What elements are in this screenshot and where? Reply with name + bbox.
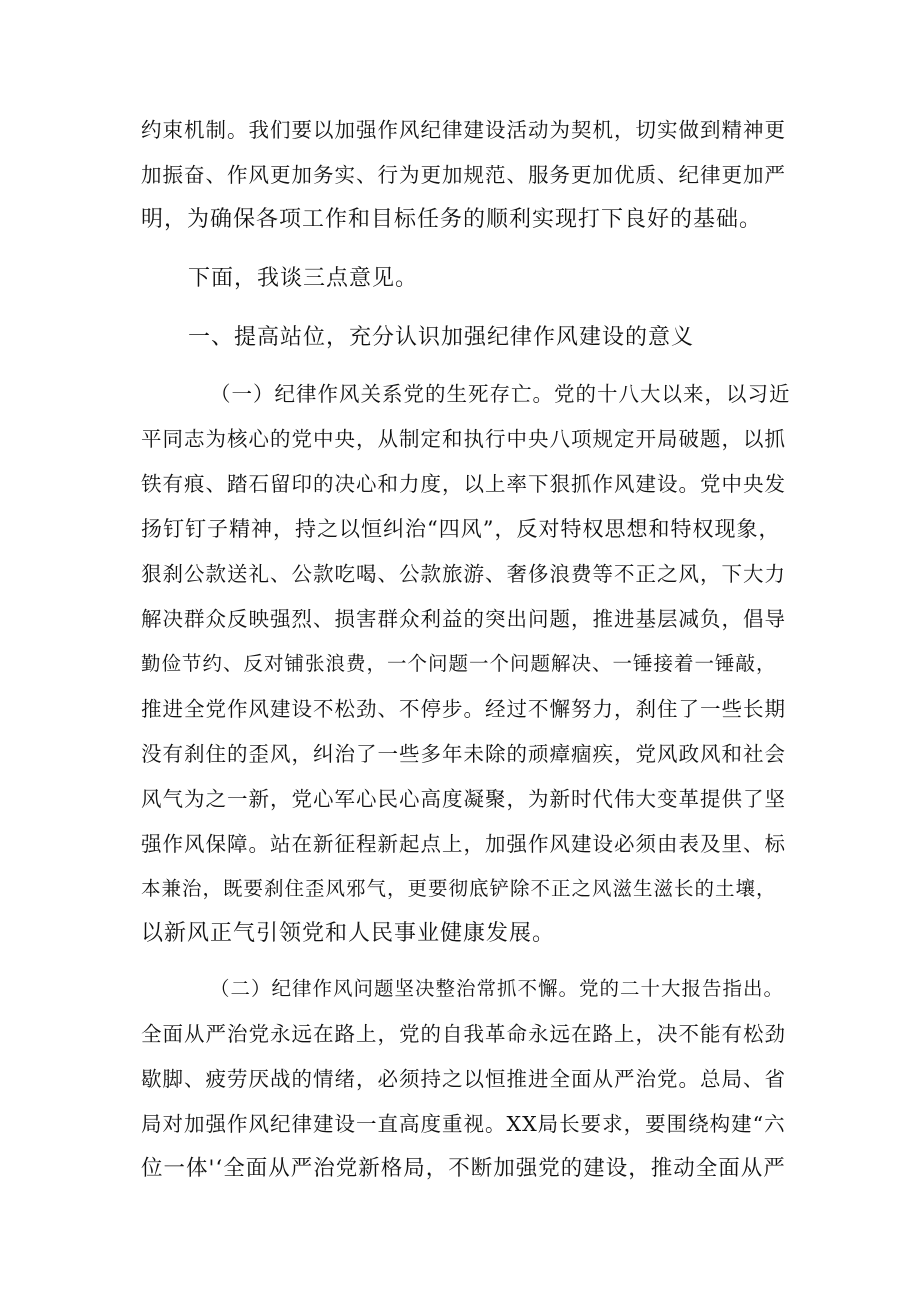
section1-line: 扬钉钉子精神，持之以恒纠治“四风”，反对特权思想和特权现象， [141,517,781,541]
section2-line: 位一体'‘全面从严治党新格局，不断加强党的建设，推动全面从严 [141,1156,786,1181]
section2-line: 局对加强作风纪律建设一直高度重视。XX局长要求，要围绕构建“六 [141,1112,786,1136]
section1-line: 没有刹住的歪风，纠治了一些多年未除的顽瘴痼疾，党风政风和社会 [141,742,786,766]
section1-line: （一）纪律作风关系党的生死存亡。党的十八大以来，以习近 [210,382,791,406]
intro-line: 约束机制。我们要以加强作风纪律建设活动为契机，切实做到精神更 [141,118,786,142]
intro-line: 加振奋、作风更加务实、行为更加规范、服务更加优质、纪律更加严 [141,163,786,187]
section1-line: 平同志为核心的党中央，从制定和执行中央八项规定开局破题，以抓 [141,427,786,451]
section1-line: 狠刹公款送礼、公款吃喝、公款旅游、奢侈浪费等不正之风，下大力 [141,562,786,586]
section1-line: 解决群众反映强烈、损害群众利益的突出问题，推进基层减负，倡导 [141,607,786,631]
section2-line: （二）纪律作风问题坚决整治常抓不懈。党的二十大报告指出。 [210,977,785,1000]
section1-line: 铁有痕、踏石留印的决心和力度，以上率下狠抓作风建设。党中央发 [141,472,786,496]
section1-line: 本兼治，既要刹住歪风邪气，更要彻底铲除不正之风滋生滋长的土壤， [141,877,777,900]
section-heading: 一、提高站位，充分认识加强纪律作风建设的意义 [188,325,695,350]
section1-line: 以新风正气引领党和人民事业健康发展。 [141,921,556,946]
opinions-line: 下面，我谈三点意见。 [188,266,419,291]
section2-line: 全面从严治党永远在路上，党的自我革命永远在路上，决不能有松劲 [141,1022,786,1046]
section1-line: 推进全党作风建设不松劲、不停步。经过不懈努力，刹住了一些长期 [141,697,786,721]
section1-line: 勤俭节约、反对铺张浪费，一个问题一个问题解决、一锤接着一锤敲， [141,652,777,675]
section1-line: 风气为之一新，党心军心民心高度凝聚，为新时代伟大变革提供了坚 [141,787,786,811]
section1-line: 强作风保障。站在新征程新起点上，加强作风建设必须由表及里、标 [141,832,786,856]
intro-line: 明，为确保各项工作和目标任务的顺利实现打下良好的基础。 [141,207,763,232]
section2-line: 歇脚、疲劳厌战的情绪，必须持之以恒推进全面从严治党。总局、省 [141,1067,786,1091]
